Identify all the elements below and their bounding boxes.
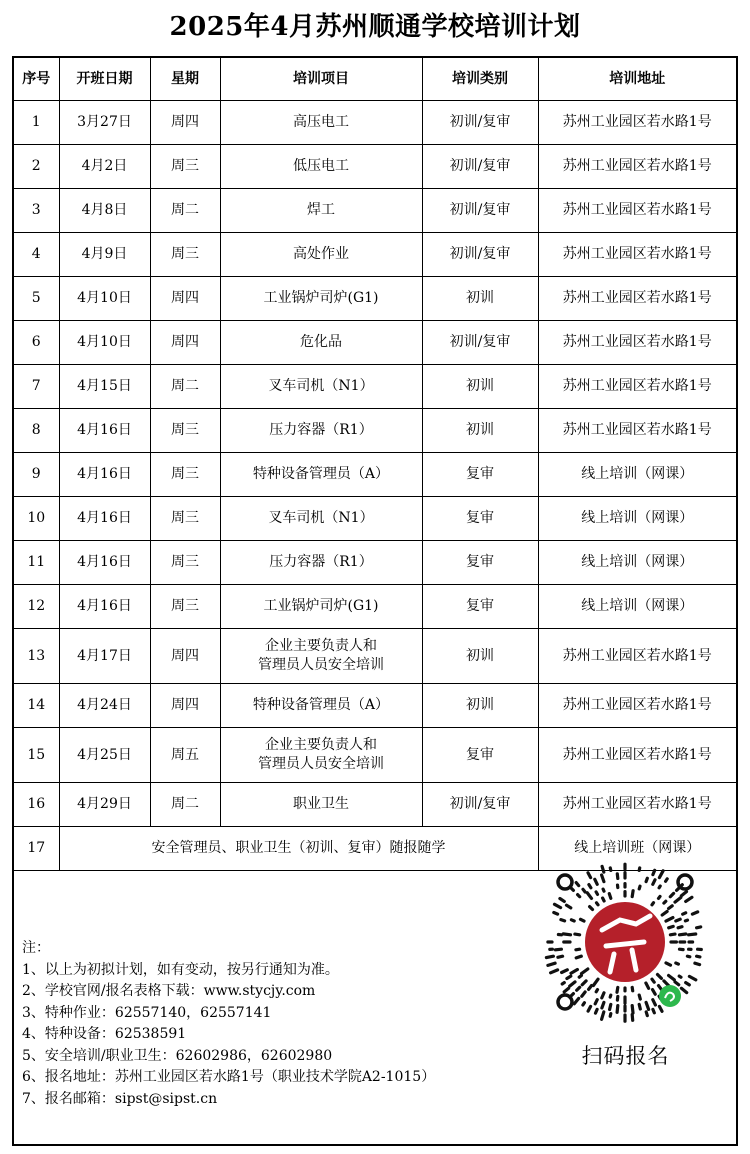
qr-ray bbox=[562, 983, 564, 984]
qr-ray bbox=[664, 901, 666, 903]
table-row bbox=[14, 365, 736, 409]
cell-project bbox=[220, 629, 422, 684]
qr-ray bbox=[602, 1002, 604, 1008]
qr-ray bbox=[697, 956, 700, 957]
qr-ray bbox=[646, 1012, 647, 1016]
qr-ray bbox=[669, 926, 674, 927]
cell-no: 5 bbox=[14, 277, 59, 321]
cell-address: 线上培训（网课） bbox=[538, 541, 736, 585]
qr-ray bbox=[632, 891, 633, 897]
qr-ray bbox=[632, 987, 633, 990]
cell-weekday: 周四 bbox=[150, 277, 220, 321]
qr-ray bbox=[589, 986, 592, 990]
cell-project bbox=[220, 233, 422, 277]
project-line: 高处作业 bbox=[293, 246, 349, 262]
cell-no: 3 bbox=[14, 189, 59, 233]
cell-no: 2 bbox=[14, 145, 59, 189]
qr-ray bbox=[646, 983, 649, 988]
column-header-no: 序号 bbox=[14, 58, 59, 101]
qr-ray bbox=[554, 913, 558, 915]
cell-address: 苏州工业园区若水路1号 bbox=[538, 629, 736, 684]
table-body bbox=[14, 101, 736, 871]
qr-ray bbox=[678, 927, 682, 928]
note-item: 4、特种设备：62538591 bbox=[22, 1026, 187, 1042]
cell-weekday: 周四 bbox=[150, 101, 220, 145]
note-item: 5、安全培训/职业卫生：62602986，62602980 bbox=[22, 1047, 333, 1064]
cell-no: 17 bbox=[14, 827, 59, 871]
cell-project bbox=[220, 585, 422, 629]
qr-ray bbox=[692, 912, 697, 914]
cell-date: 4月16日 bbox=[59, 585, 150, 629]
qr-ray bbox=[560, 899, 564, 902]
cell-date: 4月16日 bbox=[59, 541, 150, 585]
qr-ray bbox=[564, 988, 568, 992]
qr-ray bbox=[595, 1000, 597, 1004]
cell-no: 10 bbox=[14, 497, 59, 541]
table-row bbox=[14, 233, 736, 277]
cell-weekday: 周三 bbox=[150, 497, 220, 541]
qr-ray bbox=[603, 898, 605, 901]
cell-category: 初训 bbox=[422, 684, 538, 728]
qr-anchor bbox=[678, 875, 692, 889]
qr-ray bbox=[577, 987, 580, 990]
cell-no: 7 bbox=[14, 365, 59, 409]
qr-ray bbox=[676, 919, 680, 921]
cell-category: 复审 bbox=[422, 585, 538, 629]
qr-ray bbox=[570, 982, 575, 986]
qr-ray bbox=[685, 920, 687, 921]
qr-ray bbox=[548, 963, 555, 965]
qr-ray bbox=[596, 1009, 598, 1013]
project-line: 职业卫生 bbox=[293, 796, 349, 812]
column-header-project: 培训项目 bbox=[220, 58, 422, 101]
project-line: 管理员人员安全培训 bbox=[258, 657, 384, 673]
cell-weekday: 周二 bbox=[150, 783, 220, 827]
cell-date: 4月10日 bbox=[59, 321, 150, 365]
qr-ray bbox=[588, 1006, 591, 1011]
qr-ray bbox=[602, 1012, 604, 1019]
cell-weekday: 周三 bbox=[150, 409, 220, 453]
cell-date: 3月27日 bbox=[59, 101, 150, 145]
cell-date: 4月25日 bbox=[59, 728, 150, 783]
qr-ray bbox=[610, 868, 611, 871]
column-header-weekday: 星期 bbox=[150, 58, 220, 101]
qr-ray bbox=[659, 896, 661, 898]
qr-ray bbox=[646, 1002, 649, 1009]
qr-ray bbox=[581, 919, 585, 921]
qr-ray bbox=[632, 1006, 633, 1013]
qr-ray bbox=[680, 934, 686, 935]
cell-date: 4月15日 bbox=[59, 365, 150, 409]
notes-block bbox=[22, 938, 542, 1110]
qr-ray bbox=[646, 878, 647, 881]
cell-weekday: 周二 bbox=[150, 189, 220, 233]
cell-weekday: 周四 bbox=[150, 629, 220, 684]
page-title: 2025年4月苏州顺通学校培训计划 bbox=[169, 12, 581, 42]
qr-ray bbox=[596, 892, 597, 895]
cell-weekday: 周三 bbox=[150, 585, 220, 629]
cell-date: 4月24日 bbox=[59, 684, 150, 728]
project-line: 叉车司机（N1） bbox=[268, 510, 374, 526]
qr-ray bbox=[639, 1004, 640, 1009]
qr-ray bbox=[576, 956, 581, 958]
cell-project bbox=[220, 321, 422, 365]
qr-ray bbox=[583, 1003, 585, 1005]
qr-ray bbox=[603, 889, 604, 891]
qr-ray bbox=[567, 976, 571, 978]
qr-ray bbox=[658, 975, 662, 979]
project-line: 危化品 bbox=[300, 334, 342, 350]
table-row bbox=[14, 189, 736, 233]
notes-heading: 注： bbox=[22, 940, 50, 956]
qr-ray bbox=[597, 903, 599, 905]
project-line: 企业主要负责人和 bbox=[265, 638, 377, 654]
cell-no: 11 bbox=[14, 541, 59, 585]
qr-ray bbox=[670, 934, 675, 935]
project-line: 特种设备管理员（A） bbox=[252, 697, 390, 713]
qr-ray bbox=[551, 970, 558, 973]
qr-anchor bbox=[558, 875, 572, 889]
qr-ray bbox=[602, 993, 604, 998]
mini-program-badge-icon bbox=[659, 985, 681, 1007]
registration-qr-code[interactable] bbox=[540, 854, 710, 1034]
qr-ray bbox=[617, 987, 618, 992]
cell-project bbox=[220, 409, 422, 453]
qr-ray bbox=[632, 1015, 633, 1021]
qr-ray bbox=[669, 906, 673, 909]
cell-no: 14 bbox=[14, 684, 59, 728]
qr-ray bbox=[574, 998, 578, 1003]
cell-category: 初训/复审 bbox=[422, 233, 538, 277]
cell-weekday: 周四 bbox=[150, 684, 220, 728]
table-row bbox=[14, 101, 736, 145]
qr-ray bbox=[653, 880, 655, 885]
qr-ray bbox=[546, 956, 553, 957]
cell-category: 初训 bbox=[422, 277, 538, 321]
cell-project bbox=[220, 541, 422, 585]
qr-ray bbox=[610, 1004, 611, 1009]
cell-category: 复审 bbox=[422, 541, 538, 585]
qr-ray bbox=[675, 982, 679, 985]
qr-ray bbox=[602, 866, 604, 872]
mini-program-code-icon bbox=[540, 854, 710, 1034]
qr-ray bbox=[588, 873, 591, 878]
qr-ray bbox=[617, 1006, 618, 1013]
cell-project bbox=[220, 101, 422, 145]
cell-project bbox=[220, 277, 422, 321]
table-header-row bbox=[14, 58, 736, 101]
qr-ray bbox=[681, 988, 686, 992]
qr-ray bbox=[659, 871, 663, 878]
qr-ray bbox=[587, 893, 591, 899]
qr-ray bbox=[571, 970, 577, 974]
cell-date: 4月10日 bbox=[59, 277, 150, 321]
table-row bbox=[14, 728, 736, 783]
cell-category: 初训/复审 bbox=[422, 783, 538, 827]
table-row bbox=[14, 629, 736, 684]
qr-ray bbox=[576, 883, 579, 886]
qr-ray bbox=[610, 1014, 611, 1017]
table-row bbox=[14, 585, 736, 629]
qr-ray bbox=[582, 992, 585, 996]
qr-ray bbox=[556, 949, 562, 950]
cell-project bbox=[220, 145, 422, 189]
note-item: 1、以上为初拟计划，如有变动，按另行通知为准。 bbox=[22, 961, 339, 978]
project-line: 高压电工 bbox=[293, 114, 349, 130]
project-line: 工业锅炉司炉(G1) bbox=[263, 598, 379, 614]
cell-weekday: 周二 bbox=[150, 365, 220, 409]
cell-date: 4月16日 bbox=[59, 453, 150, 497]
cell-address: 苏州工业园区若水路1号 bbox=[538, 321, 736, 365]
qr-ray bbox=[582, 969, 588, 974]
project-line: 焊工 bbox=[307, 202, 335, 218]
cell-no: 8 bbox=[14, 409, 59, 453]
cell-project bbox=[220, 365, 422, 409]
cell-project bbox=[220, 728, 422, 783]
qr-ray bbox=[575, 934, 580, 935]
note-item: 3、特种作业：62557140，62557141 bbox=[22, 1004, 272, 1021]
qr-ray bbox=[590, 907, 593, 910]
project-line: 低压电工 bbox=[293, 158, 349, 174]
cell-no: 12 bbox=[14, 585, 59, 629]
cell-project bbox=[220, 189, 422, 233]
cell-date: 4月29日 bbox=[59, 783, 150, 827]
qr-ray bbox=[669, 976, 675, 980]
table-row bbox=[14, 145, 736, 189]
cell-merged-note: 安全管理员、职业卫生（初训、复审）随报随学 bbox=[59, 827, 538, 871]
qr-ray bbox=[659, 1006, 662, 1011]
qr-ray bbox=[686, 897, 692, 901]
cell-weekday: 周三 bbox=[150, 541, 220, 585]
cell-address: 苏州工业园区若水路1号 bbox=[538, 728, 736, 783]
qr-ray bbox=[567, 905, 571, 908]
cell-date: 4月9日 bbox=[59, 233, 150, 277]
column-header-date: 开班日期 bbox=[59, 58, 150, 101]
cell-address: 苏州工业园区若水路1号 bbox=[538, 684, 736, 728]
qr-ray bbox=[659, 886, 660, 888]
note-item: 6、报名地址：苏州工业园区若水路1号（职业技术学院A2-1015） bbox=[22, 1069, 436, 1085]
cell-weekday: 周五 bbox=[150, 728, 220, 783]
project-line: 叉车司机（N1） bbox=[268, 378, 374, 394]
cell-category: 复审 bbox=[422, 728, 538, 783]
qr-ray bbox=[571, 920, 574, 921]
qr-ray bbox=[562, 970, 568, 973]
project-line: 工业锅炉司炉(G1) bbox=[263, 290, 379, 306]
qr-ray bbox=[579, 976, 581, 978]
qr-ray bbox=[593, 979, 598, 985]
cell-address: 苏州工业园区若水路1号 bbox=[538, 189, 736, 233]
qr-ray bbox=[563, 934, 570, 935]
cell-no: 4 bbox=[14, 233, 59, 277]
qr-ray bbox=[582, 981, 586, 985]
table-row bbox=[14, 684, 736, 728]
table-row bbox=[14, 321, 736, 365]
qr-ray bbox=[670, 893, 673, 896]
cell-weekday: 周三 bbox=[150, 145, 220, 189]
cell-address: 线上培训班（网课） bbox=[538, 827, 736, 871]
qr-ray bbox=[583, 889, 585, 892]
qr-ray bbox=[662, 911, 667, 915]
cell-address: 苏州工业园区若水路1号 bbox=[538, 365, 736, 409]
cell-address: 线上培训（网课） bbox=[538, 453, 736, 497]
table-row bbox=[14, 497, 736, 541]
qr-ray bbox=[686, 983, 690, 985]
qr-ray bbox=[679, 976, 681, 977]
qr-ray bbox=[555, 904, 561, 907]
project-line: 压力容器（R1） bbox=[269, 422, 373, 438]
qr-ray bbox=[561, 920, 565, 921]
cell-category: 初训/复审 bbox=[422, 189, 538, 233]
cell-project bbox=[220, 453, 422, 497]
qr-ray bbox=[683, 913, 686, 914]
cell-no: 13 bbox=[14, 629, 59, 684]
qr-ray bbox=[652, 903, 654, 905]
qr-ray bbox=[576, 949, 580, 950]
qr-ray bbox=[609, 894, 611, 899]
cell-address: 线上培训（网课） bbox=[538, 497, 736, 541]
qr-ray bbox=[653, 1000, 656, 1005]
cell-date: 4月2日 bbox=[59, 145, 150, 189]
qr-ray bbox=[617, 874, 618, 879]
qr-ray bbox=[676, 963, 679, 964]
cell-category: 初训 bbox=[422, 629, 538, 684]
cell-category: 复审 bbox=[422, 497, 538, 541]
cell-address: 苏州工业园区若水路1号 bbox=[538, 145, 736, 189]
table-row bbox=[14, 453, 736, 497]
cell-no: 6 bbox=[14, 321, 59, 365]
cell-category: 初训 bbox=[422, 365, 538, 409]
qr-ray bbox=[602, 875, 604, 882]
qr-ray bbox=[675, 898, 681, 903]
table-row bbox=[14, 541, 736, 585]
project-line: 特种设备管理员（A） bbox=[252, 466, 390, 482]
qr-ray bbox=[595, 879, 597, 884]
cell-address: 苏州工业园区若水路1号 bbox=[538, 783, 736, 827]
qr-ray bbox=[681, 892, 686, 896]
cell-date: 4月16日 bbox=[59, 409, 150, 453]
qr-ray bbox=[697, 927, 701, 928]
cell-no: 1 bbox=[14, 101, 59, 145]
cell-address: 苏州工业园区若水路1号 bbox=[538, 233, 736, 277]
training-plan-table bbox=[14, 58, 736, 871]
cell-weekday: 周三 bbox=[150, 233, 220, 277]
qr-ray bbox=[639, 995, 640, 999]
cell-project bbox=[220, 783, 422, 827]
cell-category: 初训 bbox=[422, 409, 538, 453]
cell-date: 4月8日 bbox=[59, 189, 150, 233]
qr-ray bbox=[653, 870, 655, 874]
cell-weekday: 周三 bbox=[150, 453, 220, 497]
project-line: 管理员人员安全培训 bbox=[258, 756, 384, 772]
cell-category: 初训/复审 bbox=[422, 145, 538, 189]
cell-weekday: 周四 bbox=[150, 321, 220, 365]
table-row bbox=[14, 783, 736, 827]
qr-ray bbox=[589, 885, 591, 888]
project-line: 压力容器（R1） bbox=[269, 554, 373, 570]
cell-no: 9 bbox=[14, 453, 59, 497]
qr-ray bbox=[558, 956, 563, 957]
qr-ray bbox=[571, 888, 573, 890]
qr-ray bbox=[596, 990, 597, 992]
cell-address: 苏州工业园区若水路1号 bbox=[538, 277, 736, 321]
cell-project bbox=[220, 684, 422, 728]
qr-ray bbox=[695, 963, 700, 964]
qr-ray bbox=[689, 934, 696, 935]
qr-ray bbox=[687, 956, 689, 957]
column-header-category: 培训类别 bbox=[422, 58, 538, 101]
qr-ray bbox=[639, 868, 640, 871]
cell-no: 16 bbox=[14, 783, 59, 827]
qr-ray bbox=[666, 918, 673, 922]
qr-ray bbox=[666, 879, 668, 882]
cell-category: 初训/复审 bbox=[422, 321, 538, 365]
cell-project bbox=[220, 497, 422, 541]
qr-ray bbox=[610, 995, 611, 997]
table-row bbox=[14, 409, 736, 453]
cell-no: 15 bbox=[14, 728, 59, 783]
qr-ray bbox=[689, 976, 695, 980]
qr-ray bbox=[666, 963, 671, 965]
note-item: 7、报名邮箱：sipst@sipst.cn bbox=[22, 1090, 218, 1107]
note-item: 2、学校官网/报名表格下载：www.stycjy.com bbox=[22, 983, 316, 999]
qr-ray bbox=[578, 895, 580, 897]
qr-ray bbox=[653, 1009, 654, 1012]
cell-address: 线上培训（网课） bbox=[538, 585, 736, 629]
cell-category: 初训/复审 bbox=[422, 101, 538, 145]
cell-date: 4月17日 bbox=[59, 629, 150, 684]
cell-address: 苏州工业园区若水路1号 bbox=[538, 101, 736, 145]
cell-date: 4月16日 bbox=[59, 497, 150, 541]
qr-anchor bbox=[558, 995, 572, 1009]
cell-category: 复审 bbox=[422, 453, 538, 497]
project-line: 企业主要负责人和 bbox=[265, 737, 377, 753]
column-header-address: 培训地址 bbox=[538, 58, 736, 101]
cell-address: 苏州工业园区若水路1号 bbox=[538, 409, 736, 453]
qr-ray bbox=[652, 979, 654, 982]
qr-caption: 扫码报名 bbox=[581, 1044, 670, 1068]
table-row bbox=[14, 277, 736, 321]
qr-ray bbox=[639, 886, 640, 889]
qr-ray bbox=[653, 990, 656, 995]
